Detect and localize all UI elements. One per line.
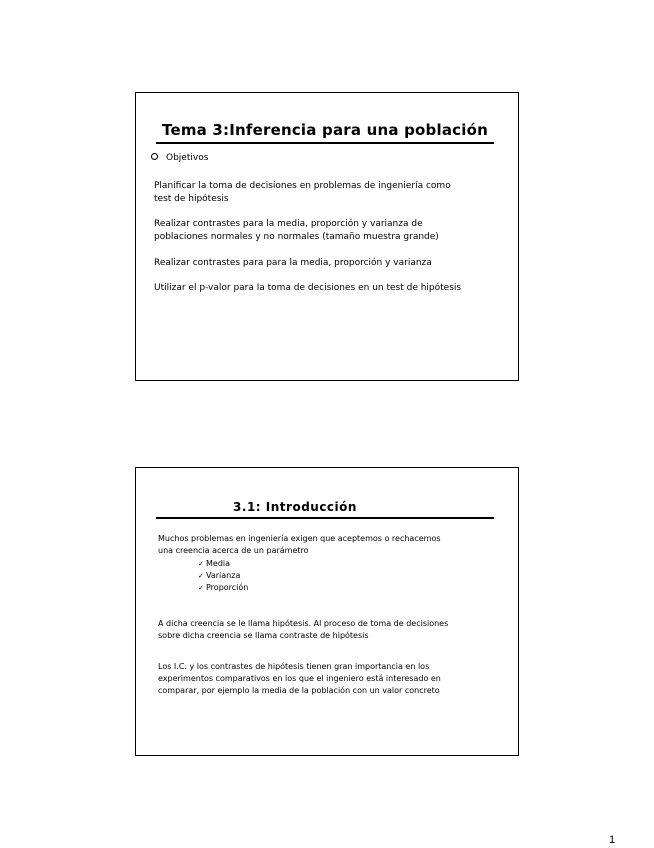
slide-2 [135, 467, 519, 756]
intro-paragraph: Muchos problemas en ingeniería exigen que aceptemos o rechacemos una creencia acerca de un parámetro [158, 534, 441, 555]
slide-1 [135, 92, 519, 381]
list-item: ✓ Proporción [198, 583, 249, 592]
checkmark-icon: ✓ [198, 584, 204, 592]
parameter-checklist [198, 558, 248, 594]
objectives-bullet [151, 153, 208, 163]
slide-2-title: 3.1: Introducción [233, 500, 357, 514]
objective-3: Realizar contrastes para para la media, proporción y varianza [154, 258, 432, 268]
hypothesis-paragraph: A dicha creencia se le llama hipótesis. Al proceso de toma de decisiones sobre dicha creencia se llama contraste de hipótesis [158, 619, 449, 640]
slide-1-title: Tema 3:Inferencia para una población [162, 121, 488, 139]
objective-1: Planificar la toma de decisiones en problemas de ingeniería como test de hipótesis [154, 181, 451, 204]
list-item: ✓ Media [198, 559, 231, 568]
ring-bullet-icon [151, 153, 158, 160]
objectives-label: Objetivos [166, 153, 209, 163]
list-item: ✓ Varianza [198, 571, 241, 580]
checkmark-icon: ✓ [198, 572, 204, 580]
ic-paragraph: Los I.C. y los contrastes de hipótesis tienen gran importancia en los experimentos comparativos en los que el ingeniero está interesado en comparar, por ejemplo la media de la población con un valor concreto [158, 662, 441, 695]
checkmark-icon: ✓ [198, 560, 204, 568]
objective-2: Realizar contrastes para la media, proporción y varianza de poblaciones normales y no normales (tamaño muestra grande) [154, 219, 439, 242]
objective-4: Utilizar el p-valor para la toma de decisiones en un test de hipótesis [154, 283, 462, 293]
slide-2-title-underline [156, 517, 494, 519]
slide-1-title-underline [156, 142, 494, 144]
page-number: 1 [609, 834, 616, 846]
